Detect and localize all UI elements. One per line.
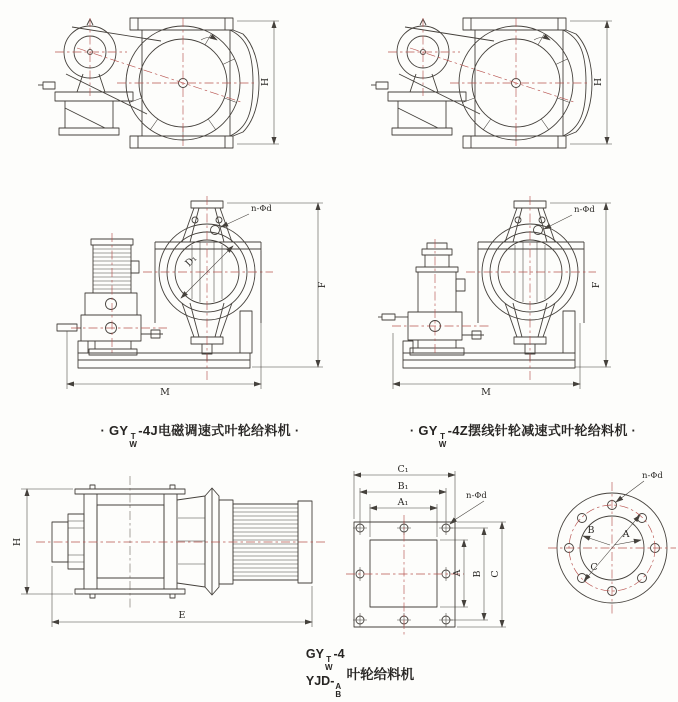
bolt-callout-label: n-Φd [251,204,272,214]
model-prefix: GY [305,647,324,661]
caption-cycloid [378,420,668,450]
model-sub: W [324,663,333,673]
dim-label-c: C [590,562,598,573]
square-flange-view [338,455,523,650]
dim-label-b1: B₁ [397,481,409,492]
dim-label-c: C [490,570,501,578]
coupling-and-motor [177,488,312,595]
bullet: · [100,423,106,438]
model-sup: A [335,681,342,691]
model-prefix: GY [418,423,438,438]
dim-label-a1: A₁ [397,497,409,508]
dim-label-a: A [622,529,630,540]
dim-label-e: E [178,610,186,621]
model-code-stack [306,646,345,700]
dimension-lines [67,203,323,389]
side-view-right [358,8,668,168]
dim-label-h: H [12,537,23,547]
model-sub: W [129,440,138,450]
model-rest: -4Z摆线针轮减速式叶轮给料机 [447,423,628,438]
model-rest: -4J电磁调速式叶轮给料机 [138,423,291,438]
bolt-callout-label: n-Φd [574,205,595,215]
model-suffix: 叶轮给料机 [346,666,415,682]
front-view-cycloid [378,193,668,408]
dim-label-c1: C₁ [397,464,409,475]
dim-label-b: B [472,570,483,578]
model-sub: W [438,440,447,450]
dim-label-f: F [317,281,328,289]
front-view-electromagnetic [55,193,345,408]
model-prefix: GY [109,423,129,438]
model-line-2 [306,673,345,700]
dim-label-f: F [591,281,602,289]
dim-label-m: M [481,387,491,398]
dim-label-m: M [160,387,170,398]
caption-bottom-model [240,646,480,700]
dimension-lines [21,489,312,627]
dim-label-b: B [587,525,595,536]
model-rest: -4 [333,647,345,661]
electromagnetic-motor [57,239,163,355]
cycloid-reducer-motor [378,243,484,355]
dim-label-h: H [593,77,604,87]
model-sup: T [326,655,332,664]
side-view-yjd [8,458,330,653]
side-view-left [25,8,335,168]
model-prefix: YJD- [305,673,335,688]
bolt-callout-label: n-Φd [466,491,487,501]
feeder-body [52,485,185,598]
flange-and-hopper [155,201,261,361]
flange-plate [354,522,455,627]
bullet: · [409,423,415,438]
dim-label-a: A [452,569,463,577]
dim-label-h: H [260,77,271,87]
model-sub: B [335,690,342,700]
model-sup: T [440,432,446,441]
dimension-lines [393,203,611,389]
flange-and-hopper [478,201,584,361]
bolt-callout-label: n-Φd [642,471,663,481]
bullet: · [631,423,637,438]
caption-electromagnetic [55,420,345,450]
model-sup: T [130,432,136,441]
dim-label-d1: D₁ [183,253,200,270]
bullet: · [294,423,300,438]
round-flange-view [538,458,678,633]
model-line-1 [306,646,345,673]
